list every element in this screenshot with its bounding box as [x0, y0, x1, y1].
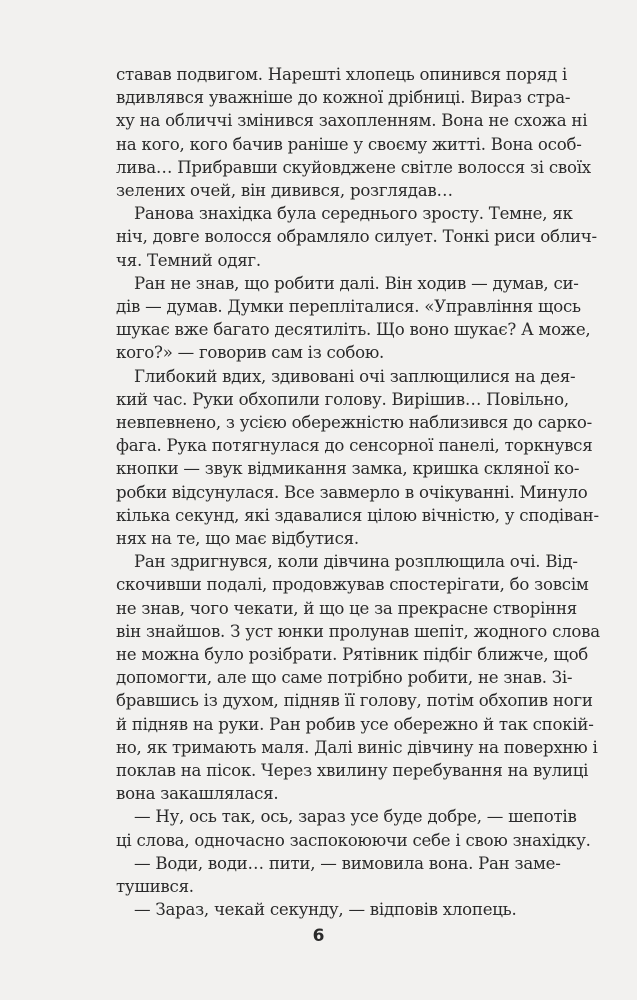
text-line: ставав подвигом. Нарешті хлопець опинився поряд і — [116, 65, 568, 84]
page-number: 6 — [312, 926, 325, 946]
text-line: Глибокий вдих, здивовані очі заплющилися на дея- — [134, 366, 576, 386]
text-line: ці слова, одночасно заспокоюючи себе і свою знахідку. — [116, 830, 591, 850]
text-line: й підняв на руки. Ран робив усе обережно й так спокій- — [116, 714, 594, 734]
text-line: шукає вже багато десятиліть. Що воно шукає? А може, — [116, 320, 591, 340]
text-line: не можна було розібрати. Рятівник підбіг ближче, щоб — [116, 645, 589, 664]
text-line: вдивлявся уважніше до кожної дрібниці. Вираз стра- — [116, 88, 571, 108]
text-line: невпевнено, з усією обережністю наблизився до сарко- — [116, 413, 592, 432]
text-line: ніч, довге волосся обрамляло силует. Тонкі риси облич- — [116, 227, 597, 247]
text-line: — Води, води… пити, — вимовила вона. Ран заме- — [134, 853, 561, 873]
text-line: скочивши подалі, продовжував спостерігати, бо зовсім — [116, 575, 589, 595]
text-line: ху на обличчі змінився захопленням. Вона не схожа ні — [116, 111, 588, 131]
text-line: Ран здригнувся, коли дівчина розплющила очі. Від- — [134, 552, 578, 572]
text-line: лива… Прибравши скуйовджене світле волосся зі своїх — [116, 157, 591, 177]
text-line: Ран не знав, що робити далі. Він ходив — думав, си- — [134, 273, 579, 293]
text-line: він знайшов. З уст юнки пролунав шепіт, жодного слова — [116, 621, 600, 641]
text-line: — Зараз, чекай секунду, — відповів хлопець. — [134, 900, 517, 920]
text-line: допомогти, але що саме потрібно робити, не знав. Зі- — [116, 668, 573, 688]
text-line: робки відсунулася. Все завмерло в очікуванні. Минуло — [116, 482, 588, 502]
text-line: нях на те, що має відбутися. — [116, 529, 359, 548]
text-line: кого?» — говорив сам із собою. — [116, 343, 385, 363]
text-line: поклав на пісок. Через хвилину перебування на вулиці — [116, 761, 589, 780]
text-line: бравшись із духом, підняв її голову, потім обхопив ноги — [116, 691, 593, 711]
text-line: но, як тримають маля. Далі виніс дівчину на поверхню і — [116, 737, 598, 757]
text-line: вона закашлялася. — [116, 784, 279, 804]
text-line: фага. Рука потягнулася до сенсорної панелі, торкнувся — [116, 436, 593, 456]
text-line: зелених очей, він дивився, розглядав… — [116, 181, 453, 200]
text-line: не знав, чого чекати, й що це за прекрасне створіння — [116, 598, 577, 618]
text-line: Ранова знахідка була середнього зросту. Темне, як — [134, 204, 573, 224]
text-line: тушився. — [116, 877, 194, 896]
text-line: — Ну, ось так, ось, зараз усе буде добре, — шепотів — [134, 807, 577, 827]
text-line: чя. Темний одяг. — [116, 250, 261, 270]
text-line: кілька секунд, які здавалися цілою вічністю, у сподіван- — [116, 505, 599, 525]
text-line: на кого, кого бачив раніше у своєму житті. Вона особ- — [116, 134, 582, 154]
text-line: кнопки — звук відмикання замка, кришка скляної ко- — [116, 459, 580, 479]
text-line: дів — думав. Думки перепліталися. «Управління щось — [116, 297, 581, 316]
text-line: кий час. Руки обхопили голову. Вирішив… Повільно, — [116, 389, 569, 409]
